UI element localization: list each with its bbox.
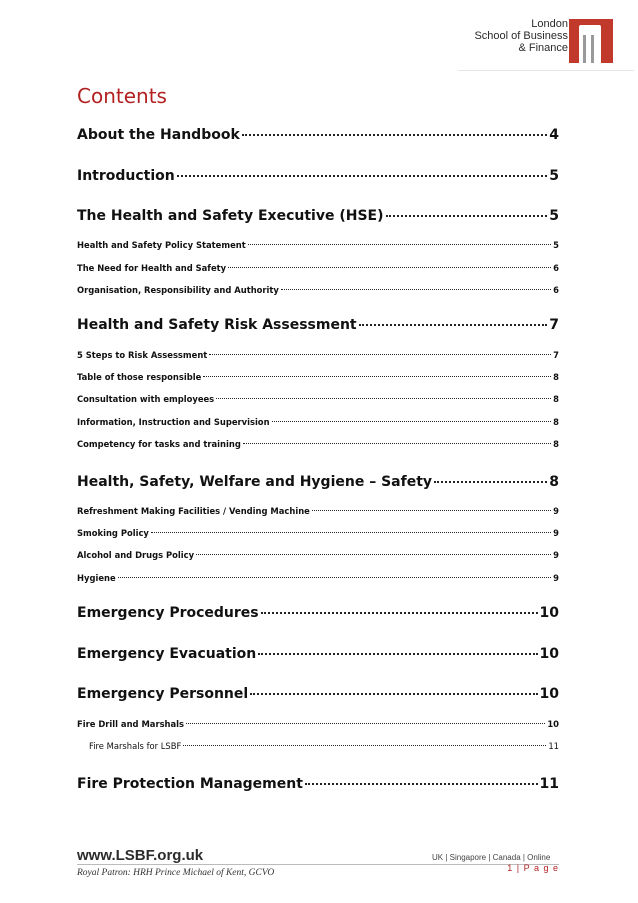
toc-dot-leader: [203, 376, 551, 377]
toc-entry-page: 5: [553, 240, 559, 250]
toc-entry[interactable]: [77, 741, 559, 751]
toc-dot-leader: [359, 324, 548, 326]
toc-entry-page: 8: [553, 372, 559, 382]
toc-entry-label: Hygiene: [77, 573, 116, 583]
footer-website[interactable]: www.LSBF.org.uk: [77, 847, 204, 864]
toc-dot-leader: [183, 745, 546, 746]
toc-entry[interactable]: [77, 240, 559, 250]
toc-dot-leader: [386, 215, 548, 217]
toc-entry[interactable]: [77, 317, 559, 333]
toc-entry-page: 5: [549, 168, 559, 184]
toc-dot-leader: [196, 554, 551, 555]
toc-entry[interactable]: [77, 686, 559, 702]
toc-entry-label: Consultation with employees: [77, 394, 215, 404]
toc-entry[interactable]: [77, 439, 559, 449]
toc-entry-page: 6: [553, 285, 559, 295]
toc-entry-page: 10: [547, 719, 559, 729]
toc-entry-page: 7: [549, 317, 559, 333]
toc-entry-label: Health and Safety Risk Assessment: [77, 317, 357, 333]
toc-entry[interactable]: [77, 506, 559, 516]
logo-line-3: & Finance: [518, 42, 568, 54]
toc-entry[interactable]: [77, 605, 559, 621]
toc-entry-label: Alcohol and Drugs Policy: [77, 550, 195, 560]
toc-entry-label: Information, Instruction and Supervision: [77, 417, 270, 427]
toc-entry-page: 11: [548, 741, 559, 751]
toc-dot-leader: [261, 612, 538, 614]
toc-dot-leader: [118, 577, 552, 578]
toc-dot-leader: [228, 267, 551, 268]
toc-entry[interactable]: [77, 550, 559, 560]
toc-entry-page: 4: [549, 127, 559, 143]
page-title: Contents: [77, 84, 167, 108]
toc-entry-page: 9: [553, 506, 559, 516]
footer-royal-patron: Royal Patron: HRH Prince Michael of Kent, GCVO: [77, 868, 275, 878]
toc-dot-leader: [216, 398, 551, 399]
toc-dot-leader: [242, 134, 547, 136]
toc-entry[interactable]: [77, 350, 559, 360]
toc-entry-label: Fire Marshals for LSBF: [89, 741, 182, 751]
toc-entry-page: 10: [539, 646, 559, 662]
toc-entry-label: Organisation, Responsibility and Authority: [77, 285, 279, 295]
toc-entry-label: Introduction: [77, 168, 175, 184]
toc-entry[interactable]: [77, 168, 559, 184]
toc-entry-label: Fire Drill and Marshals: [77, 719, 185, 729]
toc-entry-label: Emergency Procedures: [77, 605, 259, 621]
toc-entry-page: 10: [539, 605, 559, 621]
toc-entry[interactable]: [77, 127, 559, 143]
toc-entry[interactable]: [77, 285, 559, 295]
lsbf-logo: [458, 10, 634, 71]
toc-entry-label: Emergency Personnel: [77, 686, 249, 702]
page-number: 1 | P a g e: [507, 863, 559, 873]
toc-dot-leader: [272, 421, 552, 422]
toc-entry-page: 9: [553, 528, 559, 538]
toc-dot-leader: [305, 783, 538, 785]
toc-entry-page: 9: [553, 573, 559, 583]
toc-entry-label: Health, Safety, Welfare and Hygiene – Safety: [77, 474, 433, 490]
toc-dot-leader: [248, 244, 551, 245]
toc-entry-page: 5: [549, 208, 559, 224]
toc-entry[interactable]: [77, 417, 559, 427]
logo-wordmark: [474, 18, 568, 54]
toc-dot-leader: [281, 289, 551, 290]
pillar-icon: [569, 19, 613, 63]
toc-entry-page: 10: [539, 686, 559, 702]
toc-dot-leader: [186, 723, 545, 724]
toc-dot-leader: [177, 175, 547, 177]
toc-entry[interactable]: [77, 528, 559, 538]
toc-entry-label: The Need for Health and Safety: [77, 263, 227, 273]
footer-regions: UK | Singapore | Canada | Online: [432, 853, 551, 862]
toc-entry[interactable]: [77, 372, 559, 382]
toc-entry-page: 8: [553, 417, 559, 427]
toc-entry-label: Fire Protection Management: [77, 776, 303, 792]
toc-entry-page: 8: [553, 394, 559, 404]
toc-entry-label: Table of those responsible: [77, 372, 202, 382]
toc-entry[interactable]: [77, 776, 559, 792]
toc-entry-page: 6: [553, 263, 559, 273]
toc-dot-leader: [312, 510, 551, 511]
toc-entry-label: Refreshment Making Facilities / Vending Machine: [77, 506, 310, 516]
toc-entry[interactable]: [77, 719, 559, 729]
toc-dot-leader: [258, 653, 537, 655]
toc-dot-leader: [151, 532, 551, 533]
toc-entry[interactable]: [77, 646, 559, 662]
toc-entry-label: Emergency Evacuation: [77, 646, 257, 662]
toc-entry[interactable]: [77, 474, 559, 490]
toc-entry-label: Health and Safety Policy Statement: [77, 240, 246, 250]
logo-line-1: London: [531, 18, 568, 30]
toc-entry-page: 9: [553, 550, 559, 560]
toc-entry-label: About the Handbook: [77, 127, 240, 143]
logo-line-2: School of Business: [474, 30, 568, 42]
toc-entry-label: Smoking Policy: [77, 528, 149, 538]
toc-dot-leader: [209, 354, 551, 355]
toc-entry-page: 8: [553, 439, 559, 449]
toc-entry[interactable]: [77, 263, 559, 273]
toc-entry-label: Competency for tasks and training: [77, 439, 241, 449]
toc-entry-label: 5 Steps to Risk Assessment: [77, 350, 208, 360]
toc-entry[interactable]: [77, 208, 559, 224]
toc-entry[interactable]: [77, 573, 559, 583]
toc-dot-leader: [243, 443, 551, 444]
toc-entry-page: 8: [549, 474, 559, 490]
toc-dot-leader: [250, 693, 537, 695]
toc-entry-page: 11: [539, 776, 559, 792]
toc-entry-label: The Health and Safety Executive (HSE): [77, 208, 384, 224]
toc-dot-leader: [434, 481, 547, 483]
footer-divider: [77, 864, 559, 865]
toc-entry[interactable]: [77, 394, 559, 404]
toc-entry-page: 7: [553, 350, 559, 360]
